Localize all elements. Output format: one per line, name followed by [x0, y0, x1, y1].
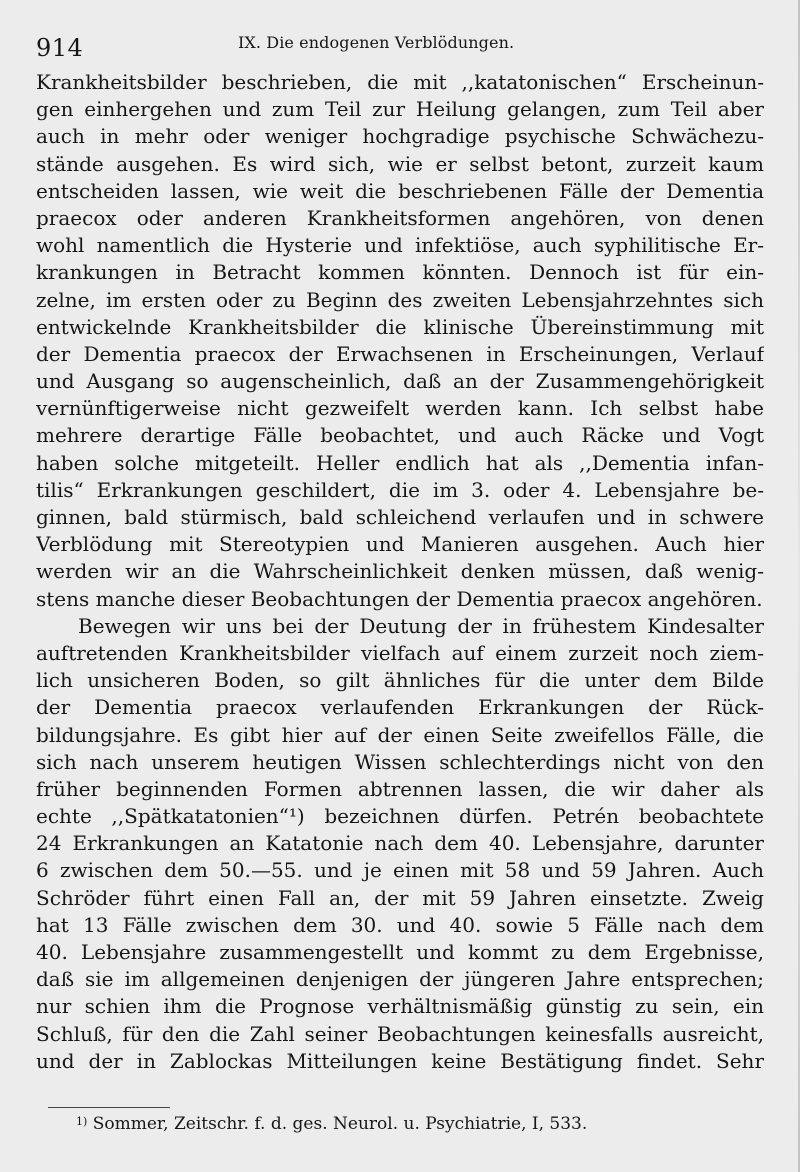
text-line-10: entwickelnde Krankheitsbilder die klinische Übereinstimmung mit [36, 314, 764, 339]
text-line-25: bildungsjahre. Es gibt hier auf der einen Seite zweifellos Fälle, die [36, 722, 764, 747]
text-line-33: 40. Lebensjahre zusammengestellt und kommt zu dem Ergebnisse, [36, 940, 764, 964]
text-line-20: stens manche dieser Beobachtungen der Dementia praecox angehören. [36, 586, 763, 611]
text-line-8: krankungen in Betracht kommen könnten. Dennoch ist für ein- [36, 260, 764, 285]
text-line-23: lich unsicheren Boden, so gilt ähnliches für die unter dem Bilde [36, 668, 764, 693]
text-line-7: wohl namentlich die Hysterie und infektiöse, auch syphilitische Er- [36, 233, 764, 258]
body-text [36, 69, 764, 1075]
text-line-17: ginnen, bald stürmisch, bald schleichend verlaufen und in schwere [36, 505, 764, 529]
running-head: IX. Die endogenen Verblödungen. [238, 33, 515, 52]
text-line-27: früher beginnenden Formen abtrennen lassen, die wir daher als [36, 776, 764, 801]
text-line-28: echte ,,Spätkatatonien“¹) bezeichnen dürfen. Petrén beobachtete [36, 804, 764, 829]
text-line-36: Schluß, für den die Zahl seiner Beobachtungen keinesfalls ausreicht, [36, 1021, 764, 1046]
text-line-14: mehrere derartige Fälle beobachtet, und auch Räcke und Vogt [36, 423, 764, 448]
text-line-37: und der in Zablockas Mitteilungen keine Bestätigung findet. Sehr [36, 1048, 764, 1073]
text-line-30: 6 zwischen dem 50.—55. und je einen mit 58 und 59 Jahren. Auch [36, 858, 764, 883]
text-line-29: 24 Erkrankungen an Katatonie nach dem 40. Lebensjahre, darunter [36, 831, 764, 856]
text-line-12: und Ausgang so augenscheinlich, daß an der Zusammengehörigkeit [36, 369, 764, 394]
footnote [76, 1112, 716, 1136]
text-line-19: werden wir an die Wahrscheinlichkeit denken müssen, daß wenig- [36, 559, 764, 584]
text-line-5: entscheiden lassen, wie weit die beschriebenen Fälle der Dementia [36, 178, 764, 203]
text-line-35: nur schien ihm die Prognose verhältnismäßig günstig zu sein, ein [36, 994, 764, 1019]
text-line-2: gen einhergehen und zum Teil zur Heilung gelangen, zum Teil aber [36, 97, 764, 122]
text-line-13: vernünftigerweise nicht gezweifelt werden kann. Ich selbst habe [36, 396, 764, 421]
text-line-24: der Dementia praecox verlaufenden Erkrankungen der Rück- [36, 695, 764, 720]
footnote-marker: 1) [76, 1115, 88, 1128]
text-line-18: Verblödung mit Stereotypien und Manieren ausgehen. Auch hier [36, 532, 764, 557]
text-line-21: Bewegen wir uns bei der Deutung der in frühestem Kindesalter [78, 613, 764, 638]
page-number: 914 [36, 34, 84, 62]
text-line-1: Krankheitsbilder beschrieben, die mit ,,katatonischen“ Erscheinun- [36, 70, 764, 94]
page-header [36, 30, 764, 60]
text-line-31: Schröder führt einen Fall an, der mit 59 Jahren einsetzte. Zweig [36, 885, 764, 910]
text-line-16: tilis“ Erkrankungen geschildert, die im 3. oder 4. Lebensjahre be- [36, 477, 764, 502]
text-line-26: sich nach unserem heutigen Wissen schlechterdings nicht von den [36, 749, 764, 774]
text-line-4: stände ausgehen. Es wird sich, wie er selbst betont, zurzeit kaum [36, 151, 764, 176]
text-line-32: hat 13 Fälle zwischen dem 30. und 40. sowie 5 Fälle nach dem [36, 912, 764, 937]
text-line-9: zelne, im ersten oder zu Beginn des zweiten Lebensjahrzehntes sich [36, 287, 764, 312]
text-line-6: praecox oder anderen Krankheitsformen angehören, von denen [36, 205, 764, 230]
footnote-rule [48, 1107, 170, 1108]
text-line-11: der Dementia praecox der Erwachsenen in Erscheinungen, Verlauf [36, 341, 764, 366]
footnote-text: Sommer, Zeitschr. f. d. ges. Neurol. u. Psychiatrie, I, 533. [92, 1114, 588, 1134]
text-line-15: haben solche mitgeteilt. Heller endlich hat als ,,Dementia infan- [36, 450, 764, 475]
text-line-34: daß sie im allgemeinen denjenigen der jüngeren Jahre entsprechen; [36, 967, 764, 992]
text-line-22: auftretenden Krankheitsbilder vielfach auf einem zurzeit noch ziem- [36, 640, 764, 665]
text-line-3: auch in mehr oder weniger hochgradige psychische Schwächezu- [36, 124, 764, 149]
